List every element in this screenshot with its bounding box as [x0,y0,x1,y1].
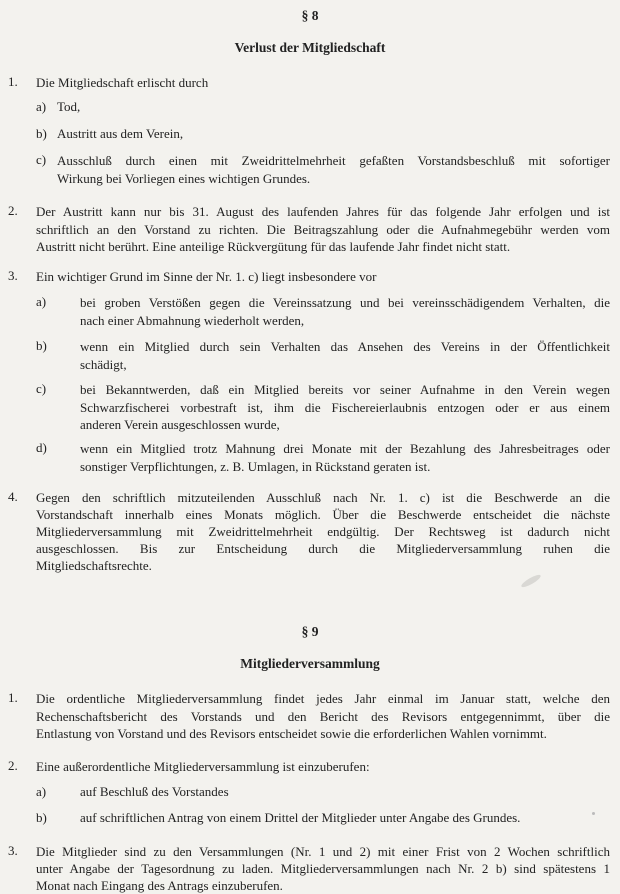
sub-paragraph: wenn ein Mitglied trotz Mahnung drei Monate mit der Bezahlung des Jahresbeitrages oder sonstiger Verpflichtungen, z. B. Umlagen, in Rückstand geraten ist. [80,441,610,474]
section-9-number: § 9 [301,624,319,639]
scan-smudge [520,573,542,589]
item-paragraph: Gegen den schriftlich mitzuteilenden Ausschluß nach Nr. 1. c) ist die Beschwerde an die Vorstandschaft innerhalb eines Monats möglich. Über die Beschwerde entscheidet die nächste Mitgliederversammlung mit Zweidrittelmehrheit endgültig. Der Rechtsweg ist dadurch nicht ausgeschlossen. Bis zur Entscheidung durch die Mitgliederversammlung ruhen die Mitgliedschaftsrechte. [36,490,610,573]
item-paragraph: Die ordentliche Mitgliederversammlung findet jedes Jahr einmal im Januar statt, welche den Rechenschaftsbericht des Vorstands und den Bericht des Revisors entgegennimmt, über die Entlastung von Vorstand und des Revisors entscheidet sowie die erforderlichen Wahlen vornimmt. [36,691,610,741]
item-number: 2. [8,758,18,773]
item-text: Ein wichtiger Grund im Sinne der Nr. 1. c) liegt insbesondere vor [36,269,377,284]
sub-label: a) [36,99,47,114]
sub-paragraph: bei groben Verstößen gegen die Vereinssatzung und bei vereinsschädigendem Verhalten, die nach einer Abmahnung wiederholt werden, [80,295,610,328]
item-number: 4. [8,489,18,504]
item-text: Die Mitgliedschaft erlischt durch [36,75,209,90]
sub-label: b) [36,126,47,141]
item-number: 1. [8,74,18,89]
item-number: 1. [8,690,18,705]
sub-text: auf Beschluß des Vorstandes [80,784,229,799]
item-paragraph: Die Mitglieder sind zu den Versammlungen (Nr. 1 und 2) mit einer Frist von 2 Wochen schriftlich unter Angabe der Tagesordnung zu laden. Mitgliederversammlungen nach Nr. 2 b) sind spätestens 1 Monat nach Eingang des Antrags einzuberufen. [36,844,610,893]
item-number: 3. [8,843,18,858]
sub-paragraph: Ausschluß durch einen mit Zweidrittelmehrheit gefaßten Vorstandsbeschluß mit sofortiger Wirkung bei Vorliegen eines wichtigen Grundes. [57,153,610,186]
sub-label: c) [36,152,47,167]
item-text: Eine außerordentliche Mitgliederversammlung ist einzuberufen: [36,759,370,774]
sub-label: a) [36,294,47,309]
sub-text: auf schriftlichen Antrag von einem Drittel der Mitglieder unter Angabe des Grundes. [80,810,521,825]
sub-paragraph: wenn ein Mitglied durch sein Verhalten das Ansehen des Vereins in der Öffentlichkeit schädigt, [80,339,610,372]
sub-text: Tod, [57,99,81,114]
sub-label: a) [36,784,47,799]
sub-paragraph: bei Bekanntwerden, daß ein Mitglied bereits vor seiner Aufnahme in den Verein wegen Schwarzfischerei vorbestraft ist, ihm die Fischereierlaubnis entzogen oder er aus einem anderen Verein ausgeschlossen wurde, [80,382,610,432]
sub-text: Austritt aus dem Verein, [57,126,184,141]
section-9-title: Mitgliederversammlung [240,656,380,671]
sub-label: b) [36,810,47,825]
item-paragraph: Der Austritt kann nur bis 31. August des laufenden Jahres für das folgende Jahr erfolgen und ist schriftlich an den Vorstand zu richten. Die Beitragszahlung oder die Aufnahmegebühr werden vom Austritt nicht berührt. Eine anteilige Rückvergütung für das laufende Jahr findet nicht statt. [36,204,610,254]
sub-label: d) [36,440,47,455]
section-8-title: Verlust der Mitgliedschaft [234,40,386,55]
sub-label: b) [36,338,47,353]
sub-label: c) [36,381,47,396]
item-number: 3. [8,268,18,283]
item-number: 2. [8,203,18,218]
scan-speck [592,812,595,815]
section-8-number: § 8 [301,8,319,23]
